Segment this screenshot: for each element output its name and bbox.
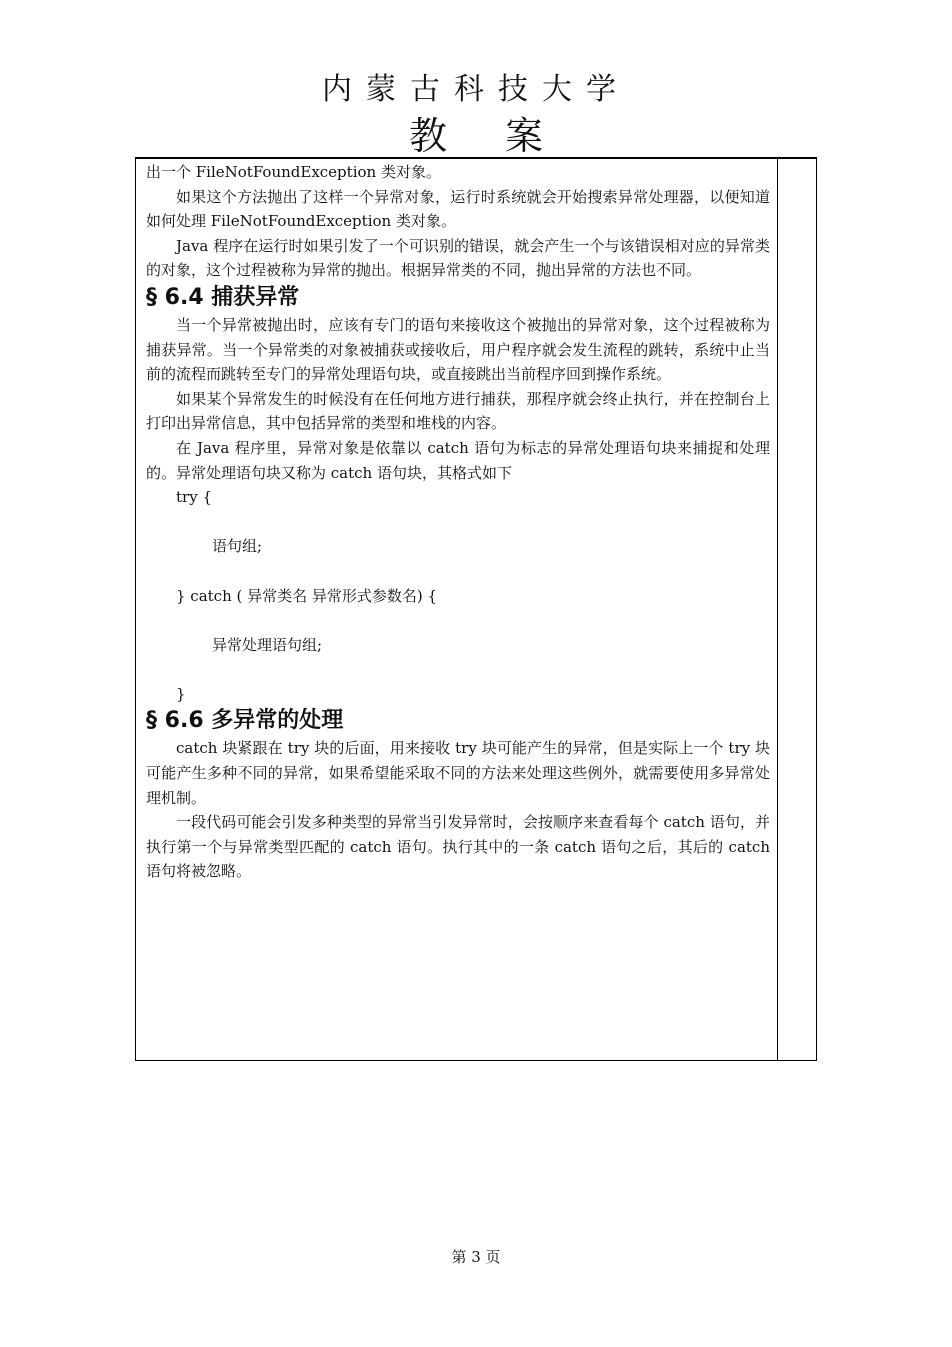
- code-line: 语句组;: [212, 537, 263, 556]
- code-line: }: [176, 684, 186, 703]
- code-line: 异常处理语句组;: [212, 635, 323, 654]
- table-top-border: [135, 157, 817, 159]
- section-heading-6-6: § 6.6 多异常的处理: [146, 708, 344, 734]
- page-number: 第 3 页: [451, 1248, 501, 1266]
- paragraph: 如果这个方法抛出了这样一个异常对象，运行时系统就会开始搜索异常处理器，以便知道如何处理 FileNotFoundException 类对象。: [146, 187, 770, 231]
- paragraph: 如果某个异常发生的时候没有在任何地方进行捕获，那程序就会终止执行，并在控制台上打印出异常信息，其中包括异常的类型和堆栈的内容。: [146, 389, 770, 433]
- section-heading-6-4: § 6.4 捕获异常: [146, 284, 300, 310]
- paragraph: 出一个 FileNotFoundException 类对象。: [146, 163, 441, 181]
- paragraph: 在 Java 程序里，异常对象是依靠以 catch 语句为标志的异常处理语句块来捕捉和处理的。异常处理语句块又称为 catch 语句块，其格式如下: [146, 438, 770, 482]
- code-line: } catch ( 异常类名 异常形式参数名) {: [176, 586, 438, 605]
- paragraph: catch 块紧跟在 try 块的后面，用来接收 try 块可能产生的异常，但是实际上一个 try 块可能产生多种不同的异常，如果希望能采取不同的方法来处理这些例外，就需要使用多异常处理机制。: [146, 739, 770, 807]
- code-line: try {: [176, 488, 212, 507]
- paragraph: 当一个异常被抛出时，应该有专门的语句来接收这个被抛出的异常对象，这个过程被称为捕获异常。当一个异常类的对象被捕获或接收后，用户程序就会发生流程的跳转，系统中止当前的流程而跳转至专门的异常处理语句块，或直接跳出当前程序回到操作系统。: [146, 315, 770, 384]
- university-title: 内蒙古科技大学: [322, 72, 630, 107]
- lesson-content: [146, 160, 770, 884]
- document-title: 教案: [408, 114, 601, 158]
- table-column-divider: [777, 158, 778, 1061]
- paragraph: Java 程序在运行时如果引发了一个可识别的错误，就会产生一个与该错误相对应的异常类的对象，这个过程被称为异常的抛出。根据异常类的不同，抛出异常的方法也不同。: [146, 236, 770, 280]
- paragraph: 一段代码可能会引发多种类型的异常当引发异常时，会按顺序来查看每个 catch 语句，并执行第一个与异常类型匹配的 catch 语句。执行其中的一条 catch 语句之后，其后的 catch 语句将被忽略。: [146, 813, 770, 881]
- code-block: [146, 485, 770, 706]
